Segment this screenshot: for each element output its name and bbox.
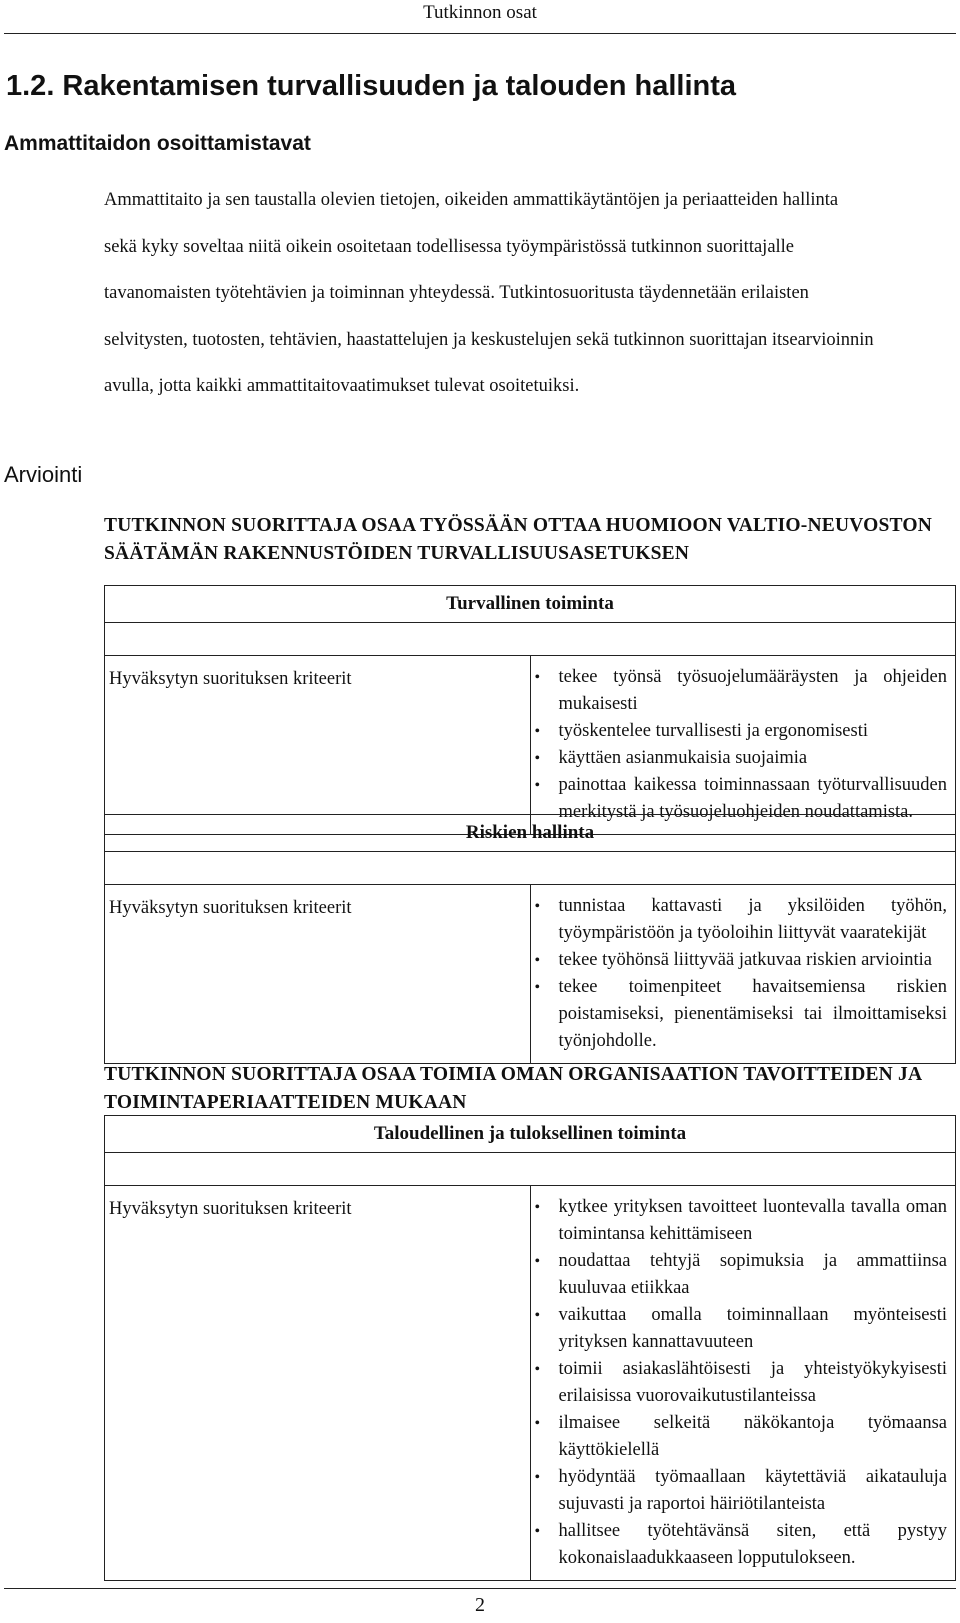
requirement-heading: TUTKINNON SUORITTAJA OSAA TOIMIA OMAN ORGANISAATION TAVOITTEIDEN JA TOIMINTAPERIAATTEIDEN MUKAAN <box>104 1064 922 1113</box>
criteria-item: • painottaa kaikessa toiminnassaan työturvallisuuden merkitystä ja työsuojeluohjeiden noudattamista. <box>559 772 948 826</box>
criteria-table-safe-operation <box>104 585 956 835</box>
criteria-item: • hyödyntää työmaallaan käytettäviä aikatauluja sujuvasti ja raportoi häiriötilanteista <box>559 1464 948 1518</box>
demonstration-heading: Ammattitaidon osoittamistavat <box>4 132 311 155</box>
header-rule <box>4 33 956 34</box>
criteria-list <box>531 885 956 1063</box>
criteria-table-risk-management <box>104 814 956 1064</box>
criteria-item: • kytkee yrityksen tavoitteet luontevalla tavalla oman toimintansa kehittämiseen <box>559 1194 948 1248</box>
footer-rule <box>4 1588 956 1589</box>
criteria-item: • käyttäen asianmukaisia suojaimia <box>559 745 948 772</box>
criteria-label: Hyväksytyn suorituksen kriteerit <box>105 656 531 835</box>
criteria-item: • tunnistaa kattavasti ja yksilöiden työhön, työympäristöön ja työoloihin liittyvät vaaratekijät <box>559 893 948 947</box>
criteria-list <box>531 1186 956 1580</box>
requirement-heading: TUTKINNON SUORITTAJA OSAA TYÖSSÄÄN OTTAA HUOMIOON VALTIO-NEUVOSTON SÄÄTÄMÄN RAKENNUSTÖIDEN TURVALLISUUSASETUKSEN <box>104 515 933 564</box>
criteria-item: • toimii asiakaslähtöisesti ja yhteistyökykyisesti erilaisissa vuorovaikutustilanteissa <box>559 1356 948 1410</box>
criteria-list <box>531 656 956 834</box>
section-title: 1.2. Rakentamisen turvallisuuden ja talouden hallinta <box>6 70 737 102</box>
criteria-item: • tekee toimenpiteet havaitsemiensa riskien poistamiseksi, pienentämiseksi tai ilmoittamiseksi työnjohdolle. <box>559 974 948 1055</box>
empty-row <box>105 1153 956 1186</box>
page-number: 2 <box>475 1594 485 1616</box>
assessment-heading: Arviointi <box>4 462 83 487</box>
criteria-cell <box>530 656 956 835</box>
criteria-label: Hyväksytyn suorituksen kriteerit <box>105 885 531 1064</box>
empty-row <box>105 852 956 885</box>
criteria-item: • noudattaa tehtyjä sopimuksia ja ammattiinsa kuuluvaa etiikkaa <box>559 1248 948 1302</box>
criteria-label: Hyväksytyn suorituksen kriteerit <box>105 1186 531 1581</box>
criteria-table-economic-operation <box>104 1115 956 1581</box>
criteria-item: • tekee työnsä työsuojelumääräysten ja ohjeiden mukaisesti <box>559 664 948 718</box>
empty-row <box>105 623 956 656</box>
criteria-table-title: Riskien hallinta <box>105 815 956 852</box>
criteria-item: • hallitsee työtehtävänsä siten, että pystyy kokonaislaadukkaaseen lopputulokseen. <box>559 1518 948 1572</box>
criteria-item: • vaikuttaa omalla toiminnallaan myönteisesti yrityksen kannattavuuteen <box>559 1302 948 1356</box>
criteria-table-title: Turvallinen toiminta <box>105 586 956 623</box>
running-header: Tutkinnon osat <box>423 2 537 23</box>
criteria-cell <box>530 885 956 1064</box>
criteria-table-title: Taloudellinen ja tuloksellinen toiminta <box>105 1116 956 1153</box>
criteria-item: • tekee työhönsä liittyvää jatkuvaa riskien arviointia <box>559 947 948 974</box>
criteria-cell <box>530 1186 956 1581</box>
criteria-item: • ilmaisee selkeitä näkökantoja työmaansa käyttökielellä <box>559 1410 948 1464</box>
criteria-item: • työskentelee turvallisesti ja ergonomisesti <box>559 718 948 745</box>
demonstration-text: Ammattitaito ja sen taustalla olevien tietojen, oikeiden ammattikäytäntöjen ja periaatteiden hallinta sekä kyky soveltaa niitä oikein osoitetaan todellisessa työympäristössä tutkinnon suorittajalle tavanomaisten työtehtävien ja toiminnan yhteydessä. Tutkintosuoritusta täydennetään erilaisten selvitysten, tuotosten, tehtävien, haastattelujen ja keskustelujen sekä tutkinnon suorittajan itsearvioinnin avulla, jotta kaikki ammattitaitovaatimukset tulevat osoitetuiksi. <box>104 190 874 396</box>
